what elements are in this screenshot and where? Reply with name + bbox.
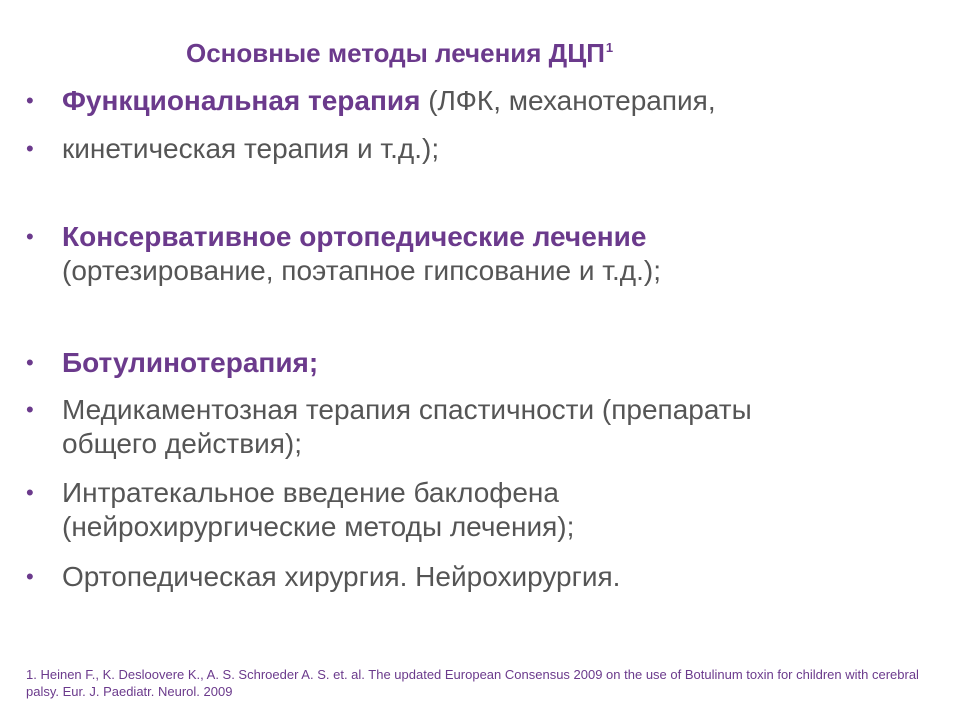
list-item-text	[62, 84, 926, 118]
list-item-text	[62, 393, 826, 461]
bullet-icon: •	[26, 88, 34, 113]
list-item	[26, 560, 926, 594]
bullet-icon: •	[26, 397, 34, 422]
list-item-text	[62, 220, 926, 288]
bullet-icon: •	[26, 136, 34, 161]
list-item-text	[62, 476, 686, 544]
list-item-rest: (ортезирование, поэтапное гипсование и т.д.);	[62, 255, 661, 286]
title-footnote-ref: 1	[605, 40, 614, 55]
list-item-text	[62, 560, 926, 594]
list-item-bold: Ботулинотерапия;	[62, 347, 319, 378]
list-item-text	[62, 132, 926, 166]
list-item-rest: Интратекальное введение баклофена (нейрохирургические методы лечения);	[62, 477, 575, 542]
list-item-text	[62, 346, 926, 380]
list-item-rest: Ортопедическая хирургия. Нейрохирургия.	[62, 561, 621, 592]
bullet-icon: •	[26, 224, 34, 249]
list-item-rest: (ЛФК, механотерапия,	[420, 85, 716, 116]
slide-title	[186, 38, 613, 69]
list-item-bold: Консервативное ортопедические лечение	[62, 221, 647, 252]
bullet-icon: •	[26, 350, 34, 375]
bullet-icon: •	[26, 480, 34, 505]
list-item	[26, 346, 926, 380]
list-item	[26, 476, 686, 544]
list-item-rest: Медикаментозная терапия спастичности (препараты общего действия);	[62, 394, 752, 459]
list-item	[26, 220, 926, 288]
list-item-rest: кинетическая терапия и т.д.);	[62, 133, 440, 164]
list-item	[26, 132, 926, 166]
list-item-bold: Функциональная терапия	[62, 85, 421, 116]
slide-title-text: Основные методы лечения ДЦП	[186, 38, 605, 68]
list-item	[26, 84, 926, 118]
footnote: 1. Heinen F., K. Desloovere K., A. S. Schroeder A. S. et. al. The updated European Consensus 2009 on the use of Botulinum toxin for children with cerebral palsy. Eur. J. Paediatr. Neurol. 2009	[26, 667, 919, 699]
bullet-icon: •	[26, 564, 34, 589]
list-item	[26, 393, 826, 461]
